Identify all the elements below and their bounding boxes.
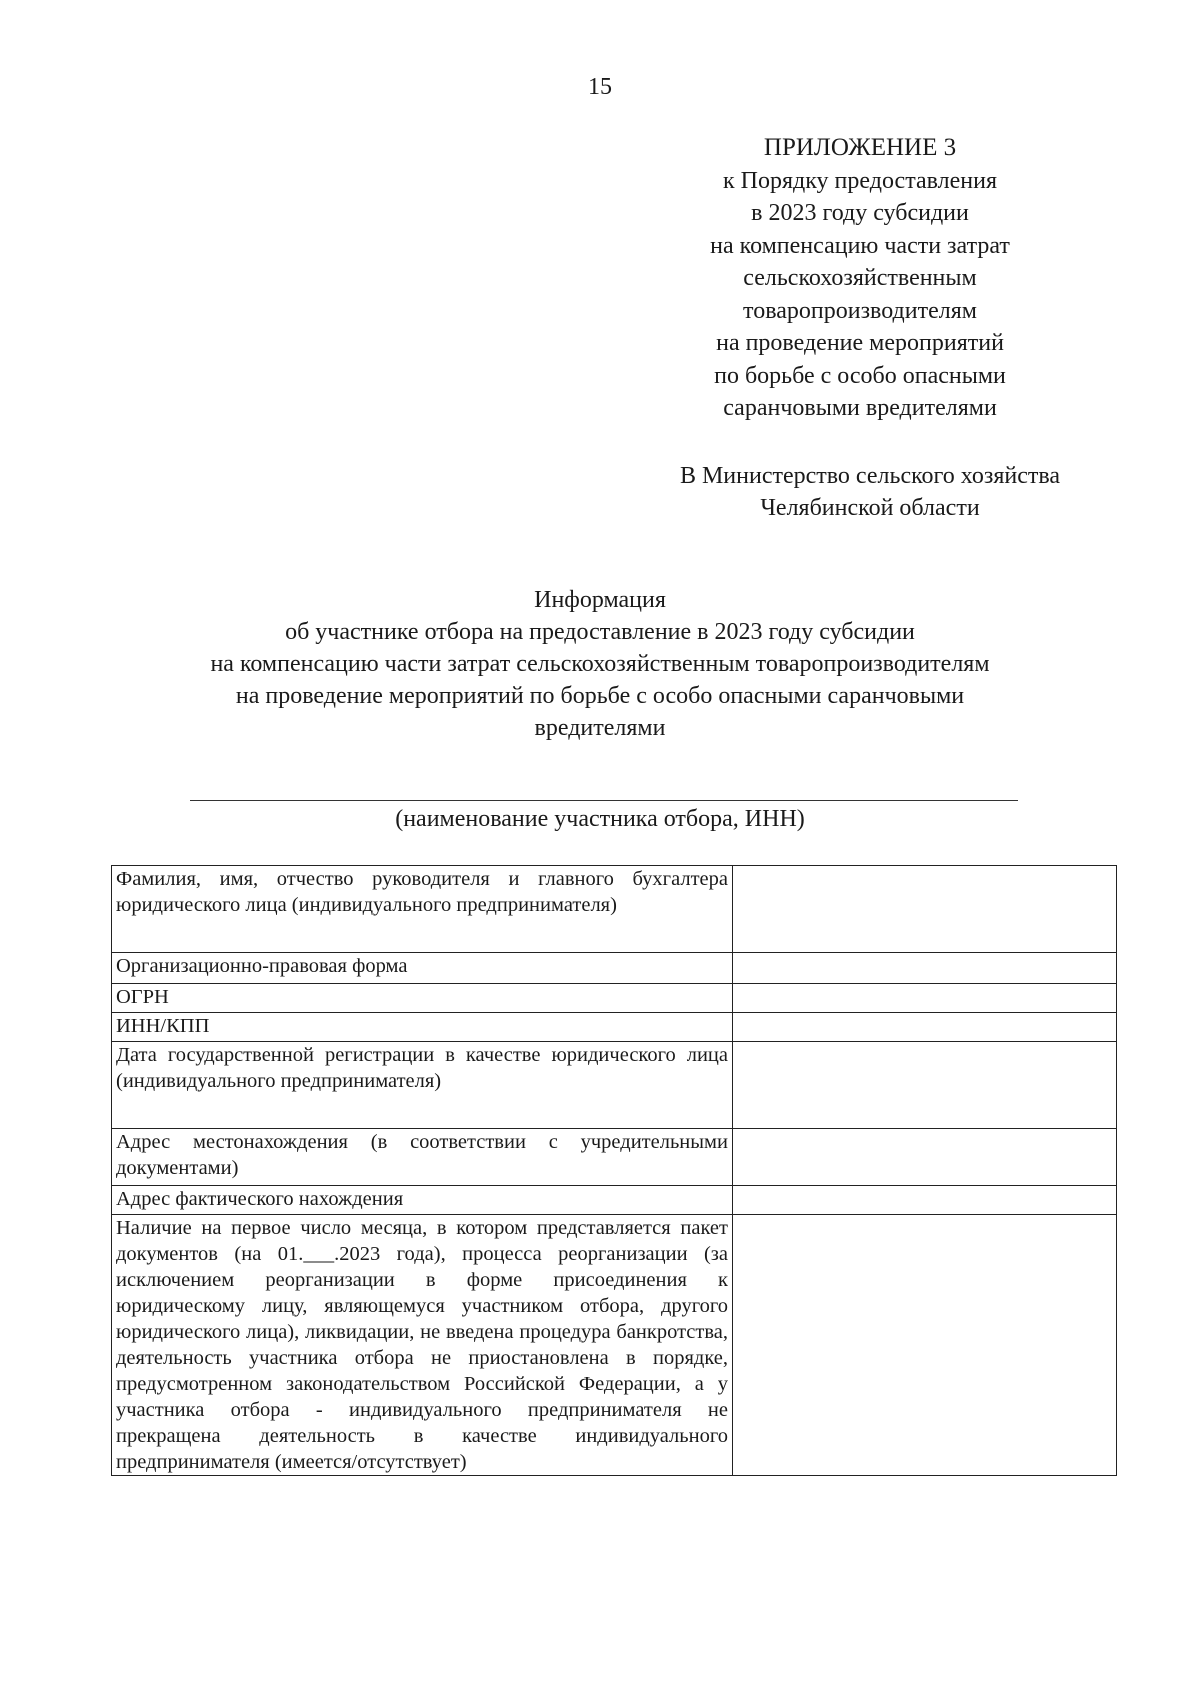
page-number: 15 [588, 74, 612, 100]
row-label: Наличие на первое число месяца, в котором представляется пакет документов (на 01.___.2023 года), процесса реорганизации (за исключением реорганизации в форме присоединения к юридическому лицу, являющемуся участником отбора, другого юридического лица), ликвидации, не введена процедура банкротства, деятельность участника отбора не приостановлена в порядке, предусмотренном законодательством Российской Федерации, а у участника отбора - индивидуального предпринимателя не прекращена деятельность в качестве индивидуального предпринимателя (имеется/отсутствует) [112, 1215, 733, 1476]
info-title-heading: Информация [534, 587, 666, 613]
info-title-block [80, 584, 1120, 744]
row-label: ИНН/КПП [112, 1013, 733, 1042]
row-label: Организационно-правовая форма [112, 953, 733, 984]
table-row [112, 984, 1117, 1013]
table-row [112, 1129, 1117, 1186]
appendix-line: на проведение мероприятий [716, 330, 1004, 356]
appendix-heading: ПРИЛОЖЕНИЕ 3 [763, 134, 957, 161]
table-row [112, 953, 1117, 984]
appendix-line: по борьбе с особо опасными [714, 362, 1006, 389]
row-label: Адрес фактического нахождения [112, 1186, 733, 1215]
addressee-block [600, 460, 1140, 524]
info-title-line: на проведение мероприятий по борьбе с особо опасными саранчовыми [235, 683, 965, 709]
table-row [112, 1042, 1117, 1129]
participant-info-table [111, 865, 1117, 1476]
addressee-line: В Министерство сельского хозяйства [679, 463, 1061, 489]
appendix-line: сельскохозяйственным [743, 265, 977, 291]
table-row [112, 1186, 1117, 1215]
addressee-line: Челябинской области [760, 495, 980, 521]
appendix-block [660, 132, 1060, 425]
row-value [733, 1215, 1117, 1476]
row-value [733, 953, 1117, 984]
row-label: Дата государственной регистрации в качестве юридического лица (индивидуального предпринимателя) [112, 1042, 733, 1129]
row-value [733, 1013, 1117, 1042]
appendix-line: к Порядку предоставления [722, 167, 997, 194]
table-row [112, 866, 1117, 953]
appendix-line: на компенсацию части затрат [710, 232, 1010, 259]
row-value [733, 1186, 1117, 1215]
appendix-line: товаропроизводителям [743, 297, 977, 324]
info-title-line: на компенсацию части затрат сельскохозяйственным товаропроизводителям [210, 651, 990, 677]
info-title-line: об участнике отбора на предоставление в 2023 году субсидии [285, 619, 915, 645]
row-value [733, 866, 1117, 953]
info-title-line: вредителями [534, 715, 666, 741]
table-row [112, 1215, 1117, 1476]
row-value [733, 1042, 1117, 1129]
row-value [733, 1129, 1117, 1186]
participant-name-line [190, 800, 1018, 801]
appendix-line: в 2023 году субсидии [751, 200, 969, 226]
row-label: ОГРН [112, 984, 733, 1013]
row-label: Фамилия, имя, отчество руководителя и главного бухгалтера юридического лица (индивидуального предпринимателя) [112, 866, 733, 953]
row-label: Адрес местонахождения (в соответствии с учредительными документами) [112, 1129, 733, 1186]
row-value [733, 984, 1117, 1013]
participant-name-caption: (наименование участника отбора, ИНН) [395, 806, 805, 832]
table-row [112, 1013, 1117, 1042]
appendix-line: саранчовыми вредителями [723, 395, 997, 421]
